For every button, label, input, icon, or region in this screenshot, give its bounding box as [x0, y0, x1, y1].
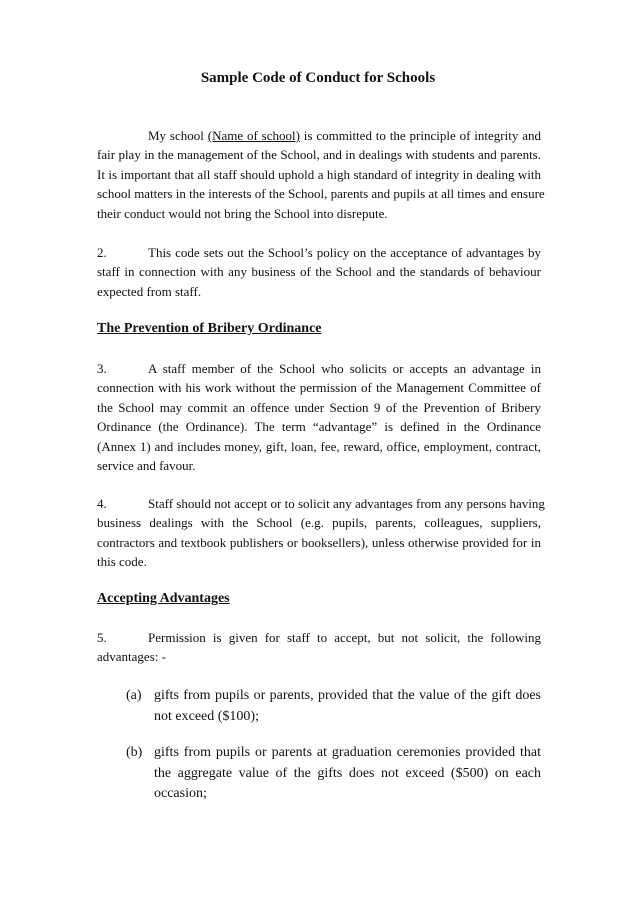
section-heading-bribery-ordinance: The Prevention of Bribery Ordinance	[97, 321, 322, 336]
paragraph-1-line-4: school matters in the interests of the School, parents and pupils at all times and ensure	[97, 186, 545, 202]
paragraph-1	[97, 126, 545, 223]
list-item-text: gifts from pupils or parents, provided that the value of the gift does not exceed ($100);	[154, 688, 541, 724]
paragraph-3-line-3: the School may commit an offence under Section 9 of the Prevention of Bribery	[97, 399, 541, 415]
paragraph-3-line-2: connection with his work without the permission of the Management Committee of	[97, 380, 541, 396]
list-item-text: gifts from pupils or parents at graduation ceremonies provided that the aggregate value of the gifts does not exceed ($500) on each occasion;	[154, 745, 541, 801]
paragraph-3-line-4: Ordinance (the Ordinance). The term “advantage” is defined in the Ordinance	[97, 419, 541, 435]
paragraph-2-line-3: expected from staff.	[97, 283, 202, 299]
paragraph-2-line-1: 2. This code sets out the School’s policy on the acceptance of advantages by	[97, 243, 541, 262]
paragraph-5	[97, 628, 541, 667]
paragraph-1-line-1: My school (Name of school) is committed to the principle of integrity and	[148, 128, 541, 143]
paragraph-3-number: 3.	[97, 361, 107, 376]
paragraph-3	[97, 359, 541, 475]
paragraph-2	[97, 243, 541, 301]
document-title: Sample Code of Conduct for Schools	[200, 70, 436, 86]
list-item-label: (b)	[126, 745, 143, 760]
paragraph-1-line-2: fair play in the management of the School, and in dealings with students and parents.	[97, 147, 541, 163]
paragraph-2-line-2: staff in connection with any business of the School and the standards of behaviour	[97, 264, 541, 280]
paragraph-4-number: 4.	[97, 496, 107, 511]
school-name-placeholder: (Name of school)	[207, 128, 300, 143]
paragraph-2-number: 2.	[97, 245, 107, 260]
paragraph-4	[97, 494, 545, 572]
paragraph-3-line-5: (Annex 1) and includes money, gift, loan, fee, reward, office, employment, contract,	[97, 438, 541, 454]
paragraph-1-line-3: It is important that all staff should uphold a high standard of integrity in dealing with	[97, 166, 541, 182]
paragraph-5-line-2: advantages: -	[97, 649, 166, 665]
section-heading-accepting-advantages: Accepting Advantages	[97, 591, 230, 606]
paragraph-4-line-3: contractors and textbook publishers or booksellers), unless otherwise provided for in	[97, 534, 541, 550]
paragraph-3-line-6: service and favour.	[97, 458, 196, 474]
paragraph-4-line-1: 4. Staff should not accept or to solicit any advantages from any persons having	[97, 494, 541, 513]
paragraph-5-line-1: 5. Permission is given for staff to accept, but not solicit, the following	[97, 628, 541, 647]
paragraph-4-line-4: this code.	[97, 554, 147, 570]
paragraph-1-line-5: their conduct would not bring the School into disrepute.	[97, 205, 388, 221]
list-item-label: (a)	[126, 688, 142, 703]
paragraph-4-line-2: business dealings with the School (e.g. pupils, parents, colleagues, suppliers,	[97, 515, 541, 531]
paragraph-3-line-1: 3. A staff member of the School who solicits or accepts an advantage in	[97, 359, 541, 378]
paragraph-5-number: 5.	[97, 630, 107, 645]
